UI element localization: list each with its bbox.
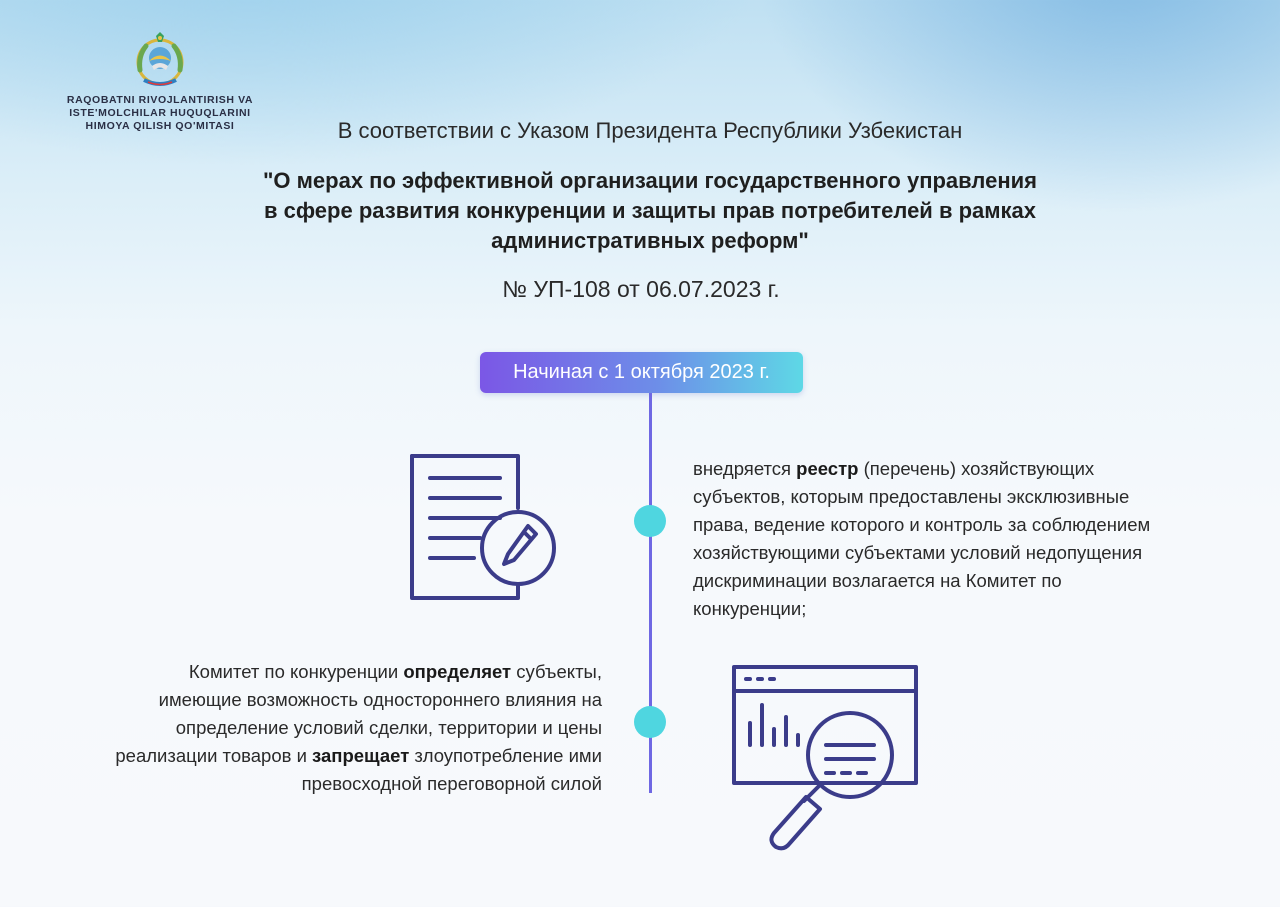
timeline-item-2-text: [10, 658, 602, 798]
start-date-badge: Начиная с 1 октября 2023 г.: [480, 352, 803, 393]
item-1-bold-term: реестр: [796, 458, 859, 479]
timeline-dot-2: [634, 706, 666, 738]
org-name-line-1: RAQOBATNI RIVOJLANTIRISH VA: [66, 94, 254, 106]
decree-intro: В соответствии с Указом Президента Республики Узбекистан: [337, 118, 963, 143]
item-1-line-1: [693, 455, 1253, 483]
decree-number: № УП-108 от 06.07.2023 г.: [502, 276, 780, 302]
item-2-bold-term-2: запрещает: [312, 745, 410, 766]
timeline-dot-1: [634, 505, 666, 537]
item-1-line-4: хозяйствующими субъектами условий недопущения: [693, 542, 1143, 563]
item-2-line-2: имеющие возможность одностороннего влияния на: [158, 689, 602, 710]
item-2-line-3: определение условий сделки, территории и цены: [175, 717, 602, 738]
item-1-line-3: права, ведение которого и контроль за соблюдением: [693, 514, 1151, 535]
item-2-bold-term-1: определяет: [403, 661, 512, 682]
decree-title: [170, 166, 1130, 256]
item-1-text-rest: (перечень) хозяйствующих: [858, 458, 1095, 479]
item-1-line-2: субъектов, которым предоставлены эксклюзивные: [693, 486, 1130, 507]
state-emblem-icon: [130, 30, 190, 90]
item-1-text-start: внедряется: [693, 458, 797, 479]
document-edit-icon: [408, 452, 560, 602]
item-2-line-4-end: злоупотребление ими: [409, 745, 602, 766]
item-2-line-1: [10, 658, 602, 686]
item-2-line-4: [10, 742, 602, 770]
org-name-line-2: ISTE'MOLCHILAR HUQUQLARINI: [69, 107, 251, 119]
item-1-line-6: конкуренции;: [693, 598, 807, 619]
item-2-line-5: превосходной переговорной силой: [301, 773, 602, 794]
decree-title-line-2: в сфере развития конкуренции и защиты прав потребителей в рамках: [263, 198, 1037, 223]
org-name-line-3: HIMOYA QILISH QO'MITASI: [85, 120, 235, 132]
item-1-line-5: дискриминации возлагается на Комитет по: [693, 570, 1062, 591]
timeline-item-1-text: [693, 455, 1253, 623]
item-2-line-1-end: субъекты,: [511, 661, 602, 682]
analytics-magnifier-icon: [728, 663, 923, 853]
decree-title-line-1: "О мерах по эффективной организации государственного управления: [263, 168, 1037, 193]
item-2-line-4-start: реализации товаров и: [115, 745, 313, 766]
decree-title-line-3: административных реформ": [491, 228, 809, 253]
item-2-line-1-start: Комитет по конкуренции: [188, 661, 404, 682]
